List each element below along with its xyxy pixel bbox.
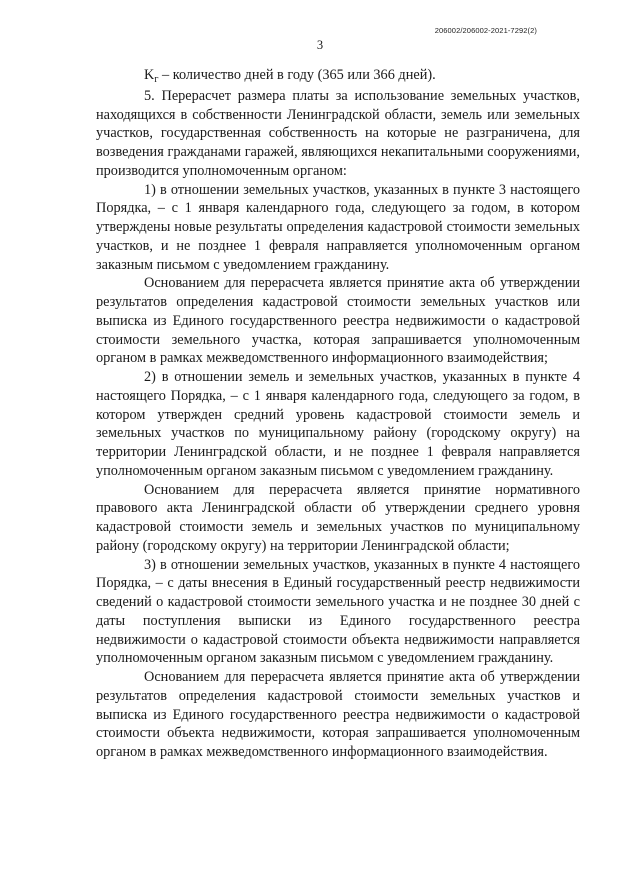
page-number: 3 (316, 38, 324, 52)
document-body (96, 66, 580, 762)
basis-paragraph-3: Основанием для перерасчета является принятие акта об утверждении результатов определения кадастровой стоимости земельных участков и выписка из Единого государственного реестра недвижимости о кадастровой стоимости объекта недвижимости, которая запрашивается уполномоченным органом в рамках межведомственного информационного взаимодействия. (96, 669, 580, 760)
kg-text: – количество дней в году (365 или 366 дней). (158, 67, 436, 83)
paragraph-5: 5. Перерасчет размера платы за использование земельных участков, находящихся в собственности Ленинградской области, земель или земельных участков, государственная собственность на которые не разграничена, для возведения гражданами гаражей, являющихся некапитальными сооружениями, производится уполномоченным органом: (96, 87, 580, 179)
subparagraph-1: 1) в отношении земельных участков, указанных в пункте 3 настоящего Порядка, – с 1 января календарного года, следующего за годом, в котором утверждены новые результаты определения кадастровой стоимости земельных участков, и не позднее 1 февраля направляется уполномоченным органом заказным письмом с уведомлением гражданину. (96, 181, 580, 273)
basis-paragraph-2: Основанием для перерасчета является принятие нормативного правового акта Ленинградской области об утверждении среднего уровня кадастровой стоимости земель и земельных участков по муниципальному району (городскому округу) на территории Ленинградской области; (96, 481, 580, 554)
kg-symbol: K (144, 67, 155, 83)
basis-paragraph-1: Основанием для перерасчета является принятие акта об утверждении результатов определения кадастровой стоимости земельных участков или выписка из Единого государственного реестра недвижимости о кадастровой стоимости земельного участка, которая запрашивается уполномоченным органом в рамках межведомственного информационного взаимодействия; (96, 275, 580, 367)
subparagraph-2: 2) в отношении земель и земельных участков, указанных в пункте 4 настоящего Порядка, – с 1 января календарного года, следующего за годом, в котором утвержден средний уровень кадастровой стоимости земель и земельных участков по муниципальному району (городскому округу) на территории Ленинградской области, и не позднее 1 февраля направляется уполномоченным органом заказным письмом с уведомлением гражданину. (96, 369, 580, 479)
subparagraph-3: 3) в отношении земельных участков, указанных в пункте 4 настоящего Порядка, – с даты внесения в Единый государственный реестр недвижимости сведений о кадастровой стоимости земельного участка и не позднее 30 дней с даты поступления выписки из Единого государственного реестра недвижимости о кадастровой стоимости объекта недвижимости направляется уполномоченным органом заказным письмом с уведомлением гражданину. (96, 556, 580, 667)
document-number: 206002/206002-2021-7292(2) (434, 26, 537, 35)
kg-subscript: г (154, 74, 159, 85)
kg-definition (96, 66, 580, 87)
